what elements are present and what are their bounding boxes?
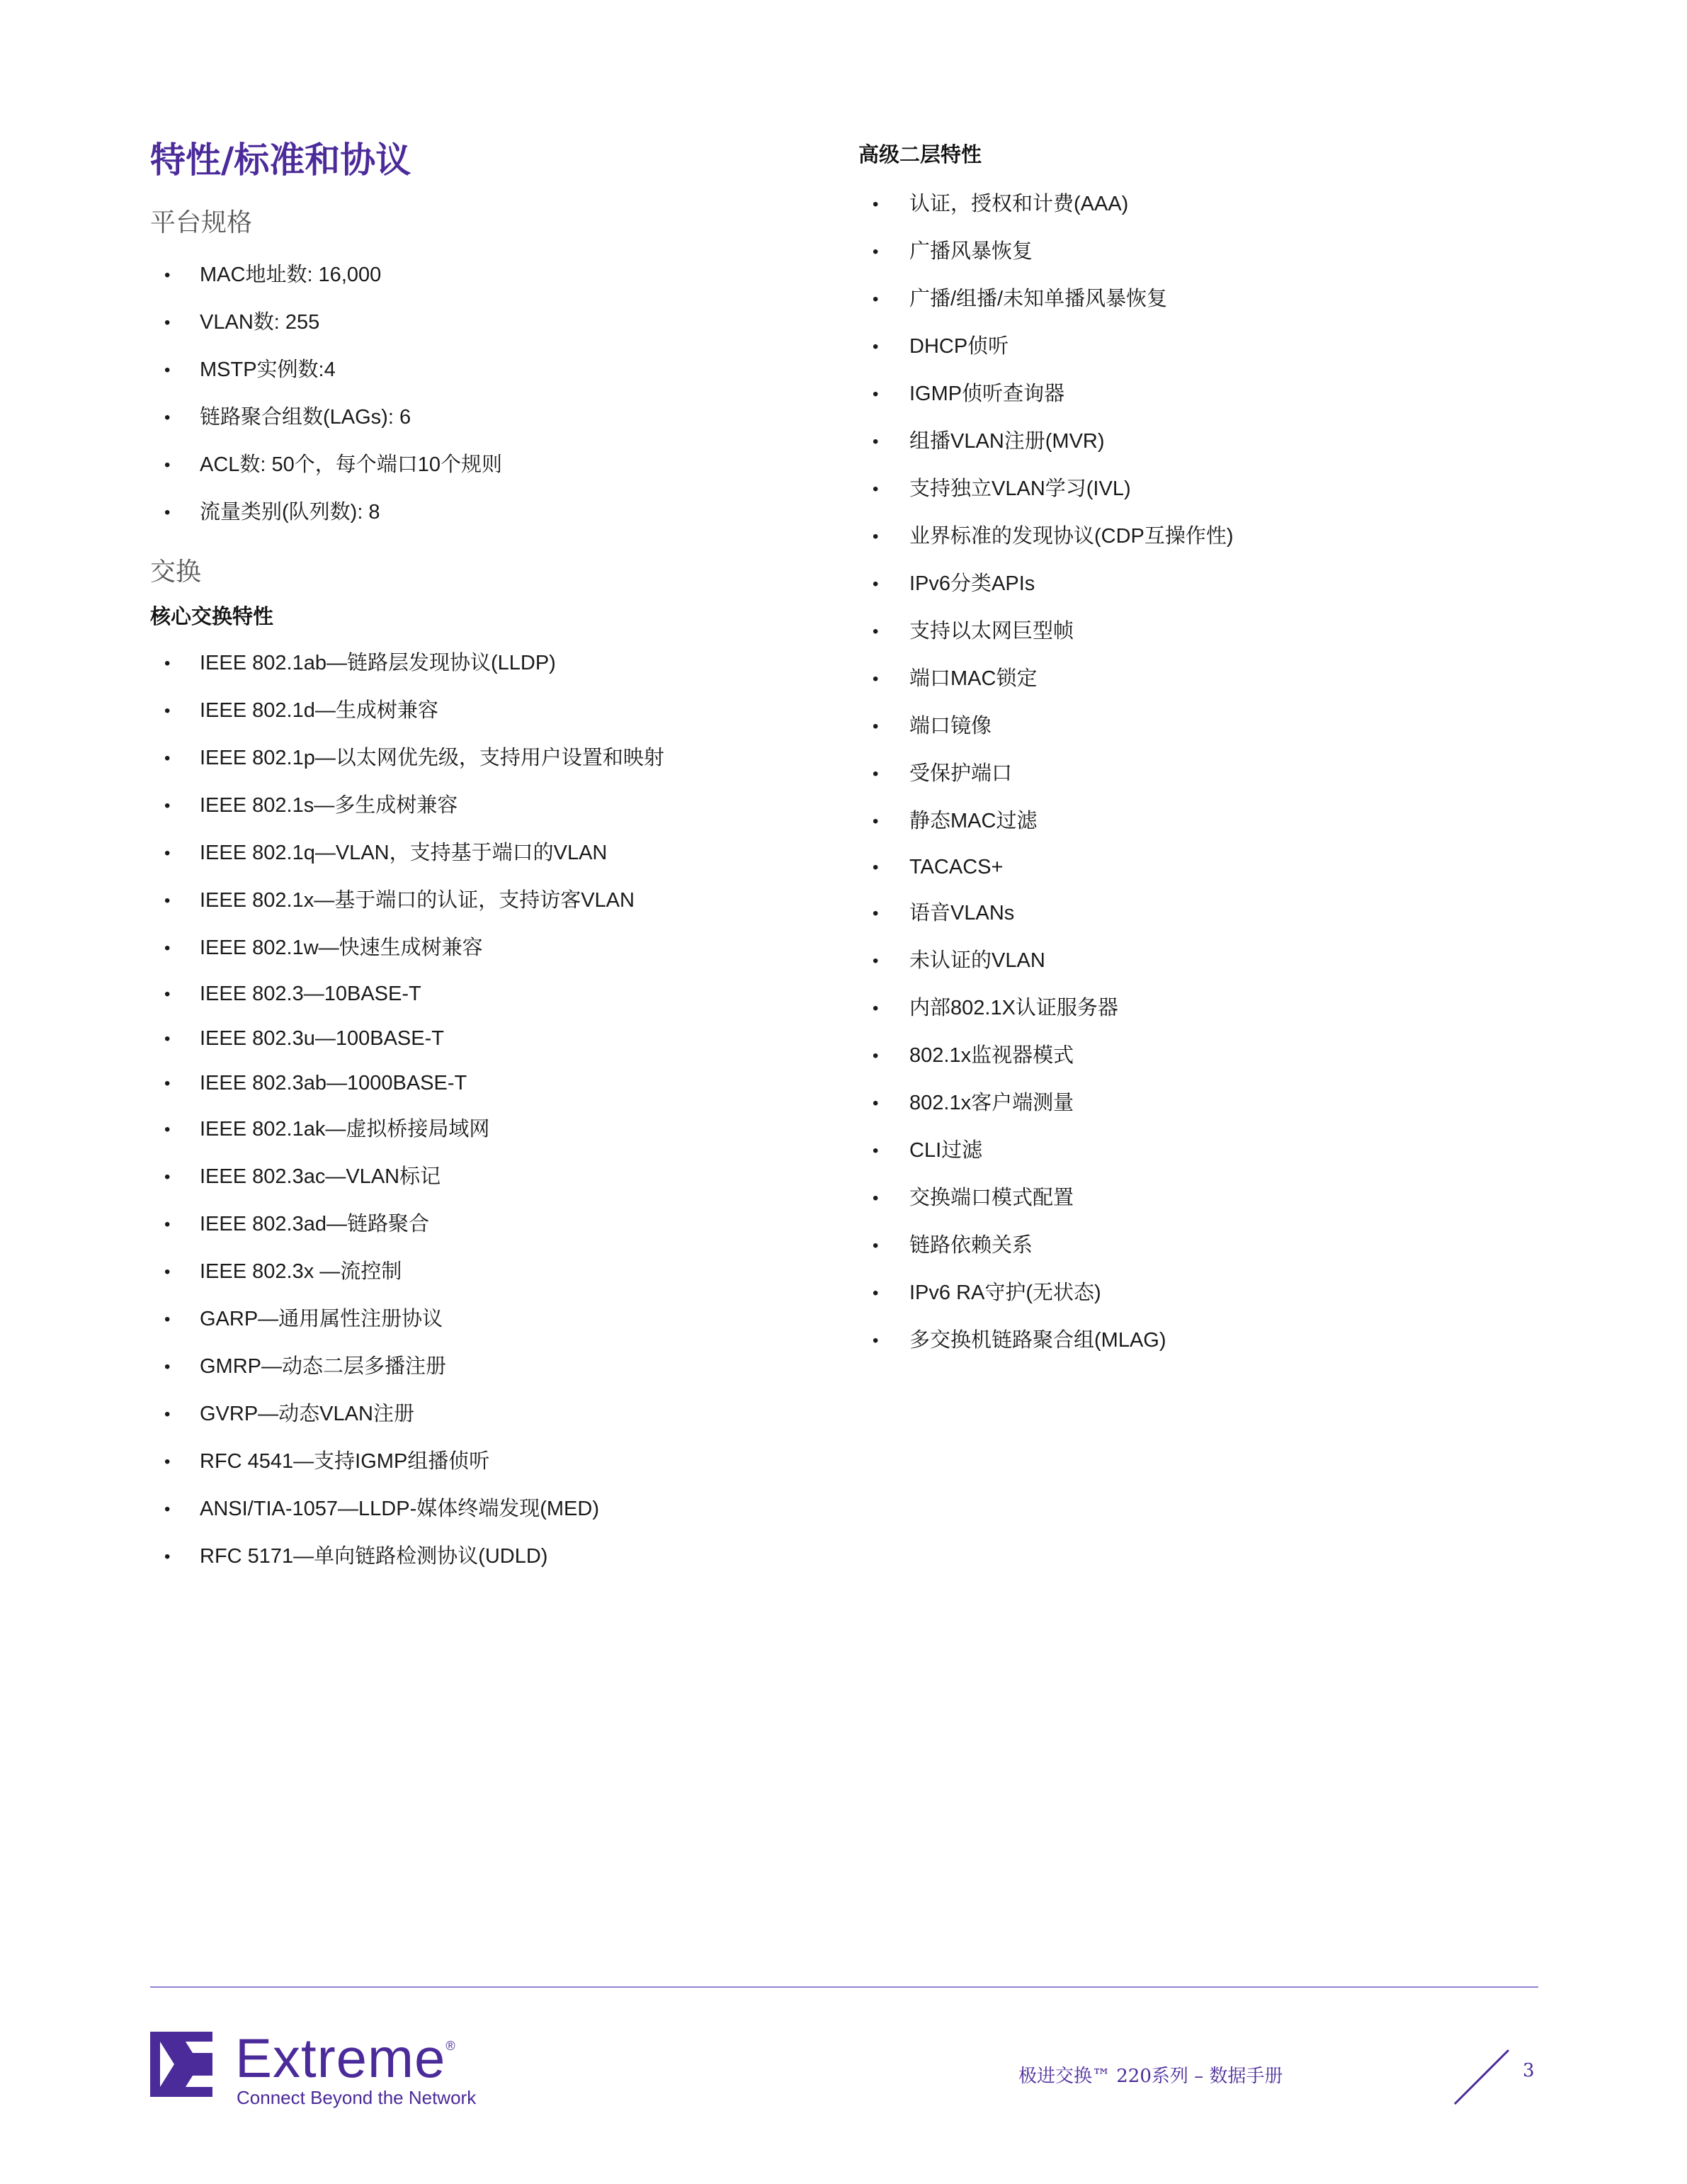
list-item: • 静态MAC过滤 bbox=[858, 798, 1567, 845]
list-item: • 端口镜像 bbox=[858, 703, 1567, 750]
list-item: • DHCP侦听 bbox=[858, 323, 1567, 370]
list-item: • IEEE 802.3—10BASE-T bbox=[150, 972, 830, 1017]
list-item: • 语音VLANs bbox=[858, 890, 1567, 937]
list-item: • 链路聚合组数(LAGs): 6 bbox=[150, 394, 830, 441]
registered-mark: ® bbox=[445, 2039, 456, 2053]
list-item: • VLAN数: 255 bbox=[150, 299, 830, 346]
list-item: • 端口MAC锁定 bbox=[858, 655, 1567, 703]
list-item: • IPv6 RA守护(无状态) bbox=[858, 1269, 1567, 1317]
advanced-l2-list bbox=[858, 181, 1567, 1364]
list-item: • 支持以太网巨型帧 bbox=[858, 608, 1567, 655]
list-item: • MAC地址数: 16,000 bbox=[150, 251, 830, 299]
platform-list bbox=[150, 251, 830, 536]
footer-document-title: 极进交换™ 220系列 – 数据手册 bbox=[1018, 2066, 1283, 2087]
list-item: • GARP—通用属性注册协议 bbox=[150, 1296, 830, 1343]
list-item: • 802.1x监视器模式 bbox=[858, 1032, 1567, 1080]
platform-heading: 平台规格 bbox=[150, 208, 253, 237]
list-item: • 广播/组播/未知单播风暴恢复 bbox=[858, 276, 1567, 323]
list-item: • 支持独立VLAN学习(IVL) bbox=[858, 465, 1567, 513]
advanced-l2-heading: 高级二层特性 bbox=[858, 144, 982, 166]
footer-divider bbox=[150, 1986, 1538, 1988]
list-item: • MSTP实例数:4 bbox=[150, 346, 830, 394]
list-item: • IEEE 802.1w—快速生成树兼容 bbox=[150, 924, 830, 972]
list-item: • 交换端口模式配置 bbox=[858, 1175, 1567, 1222]
list-item: • IEEE 802.1d—生成树兼容 bbox=[150, 687, 830, 735]
list-item: • ANSI/TIA-1057—LLDP-媒体终端发现(MED) bbox=[150, 1486, 830, 1533]
list-item: • 受保护端口 bbox=[858, 750, 1567, 798]
left-column bbox=[150, 139, 830, 1596]
list-item: • IPv6分类APIs bbox=[858, 560, 1567, 608]
list-item: • IEEE 802.1ab—链路层发现协议(LLDP) bbox=[150, 640, 830, 687]
list-item: • IEEE 802.3u—100BASE-T bbox=[150, 1017, 830, 1061]
list-item: • GMRP—动态二层多播注册 bbox=[150, 1343, 830, 1391]
list-item: • 内部802.1X认证服务器 bbox=[858, 985, 1567, 1032]
logo-wordmark: Extreme® bbox=[235, 2027, 456, 2089]
list-item: • GVRP—动态VLAN注册 bbox=[150, 1391, 830, 1438]
list-item: • ACL数: 50个，每个端口10个规则 bbox=[150, 441, 830, 489]
list-item: • IEEE 802.3ad—链路聚合 bbox=[150, 1201, 830, 1248]
list-item: • 802.1x客户端测量 bbox=[858, 1080, 1567, 1127]
list-item: • CLI过滤 bbox=[858, 1127, 1567, 1175]
list-item: • 多交换机链路聚合组(MLAG) bbox=[858, 1317, 1567, 1364]
logo-tagline: Connect Beyond the Network bbox=[237, 2087, 477, 2108]
list-item: • 广播风暴恢复 bbox=[858, 228, 1567, 276]
list-item: • IEEE 802.1s—多生成树兼容 bbox=[150, 782, 830, 830]
list-item: • IGMP侦听查询器 bbox=[858, 370, 1567, 418]
list-item: • IEEE 802.3x —流控制 bbox=[150, 1248, 830, 1296]
right-column bbox=[858, 139, 1567, 1380]
extreme-logo-mark-icon bbox=[150, 2032, 212, 2097]
list-item: • RFC 4541—支持IGMP组播侦听 bbox=[150, 1438, 830, 1486]
list-item: • RFC 5171—单向链路检测协议(UDLD) bbox=[150, 1533, 830, 1580]
list-item: • 链路依赖关系 bbox=[858, 1222, 1567, 1269]
list-item: • 流量类别(队列数): 8 bbox=[150, 489, 830, 536]
list-item: • IEEE 802.3ab—1000BASE-T bbox=[150, 1061, 830, 1106]
list-item: • IEEE 802.1p—以太网优先级，支持用户设置和映射 bbox=[150, 735, 830, 782]
page-title: 特性/标准和协议 bbox=[150, 139, 411, 181]
list-item: • TACACS+ bbox=[858, 845, 1567, 890]
list-item: • 业界标准的发现协议(CDP互操作性) bbox=[858, 513, 1567, 560]
list-item: • 认证，授权和计费(AAA) bbox=[858, 181, 1567, 228]
core-switching-list bbox=[150, 640, 830, 1580]
page-number: 3 bbox=[1523, 2060, 1535, 2081]
extreme-logo bbox=[150, 2027, 490, 2117]
list-item: • 未认证的VLAN bbox=[858, 937, 1567, 985]
list-item: • IEEE 802.3ac—VLAN标记 bbox=[150, 1153, 830, 1201]
core-switching-heading: 核心交换特性 bbox=[150, 606, 274, 628]
list-item: • IEEE 802.1ak—虚拟桥接局域网 bbox=[150, 1106, 830, 1153]
switching-heading: 交换 bbox=[150, 558, 202, 587]
list-item: • IEEE 802.1x—基于端口的认证，支持访客VLAN bbox=[150, 877, 830, 924]
slash-divider-icon bbox=[1452, 2047, 1511, 2107]
list-item: • IEEE 802.1q—VLAN，支持基于端口的VLAN bbox=[150, 830, 830, 877]
list-item: • 组播VLAN注册(MVR) bbox=[858, 418, 1567, 465]
